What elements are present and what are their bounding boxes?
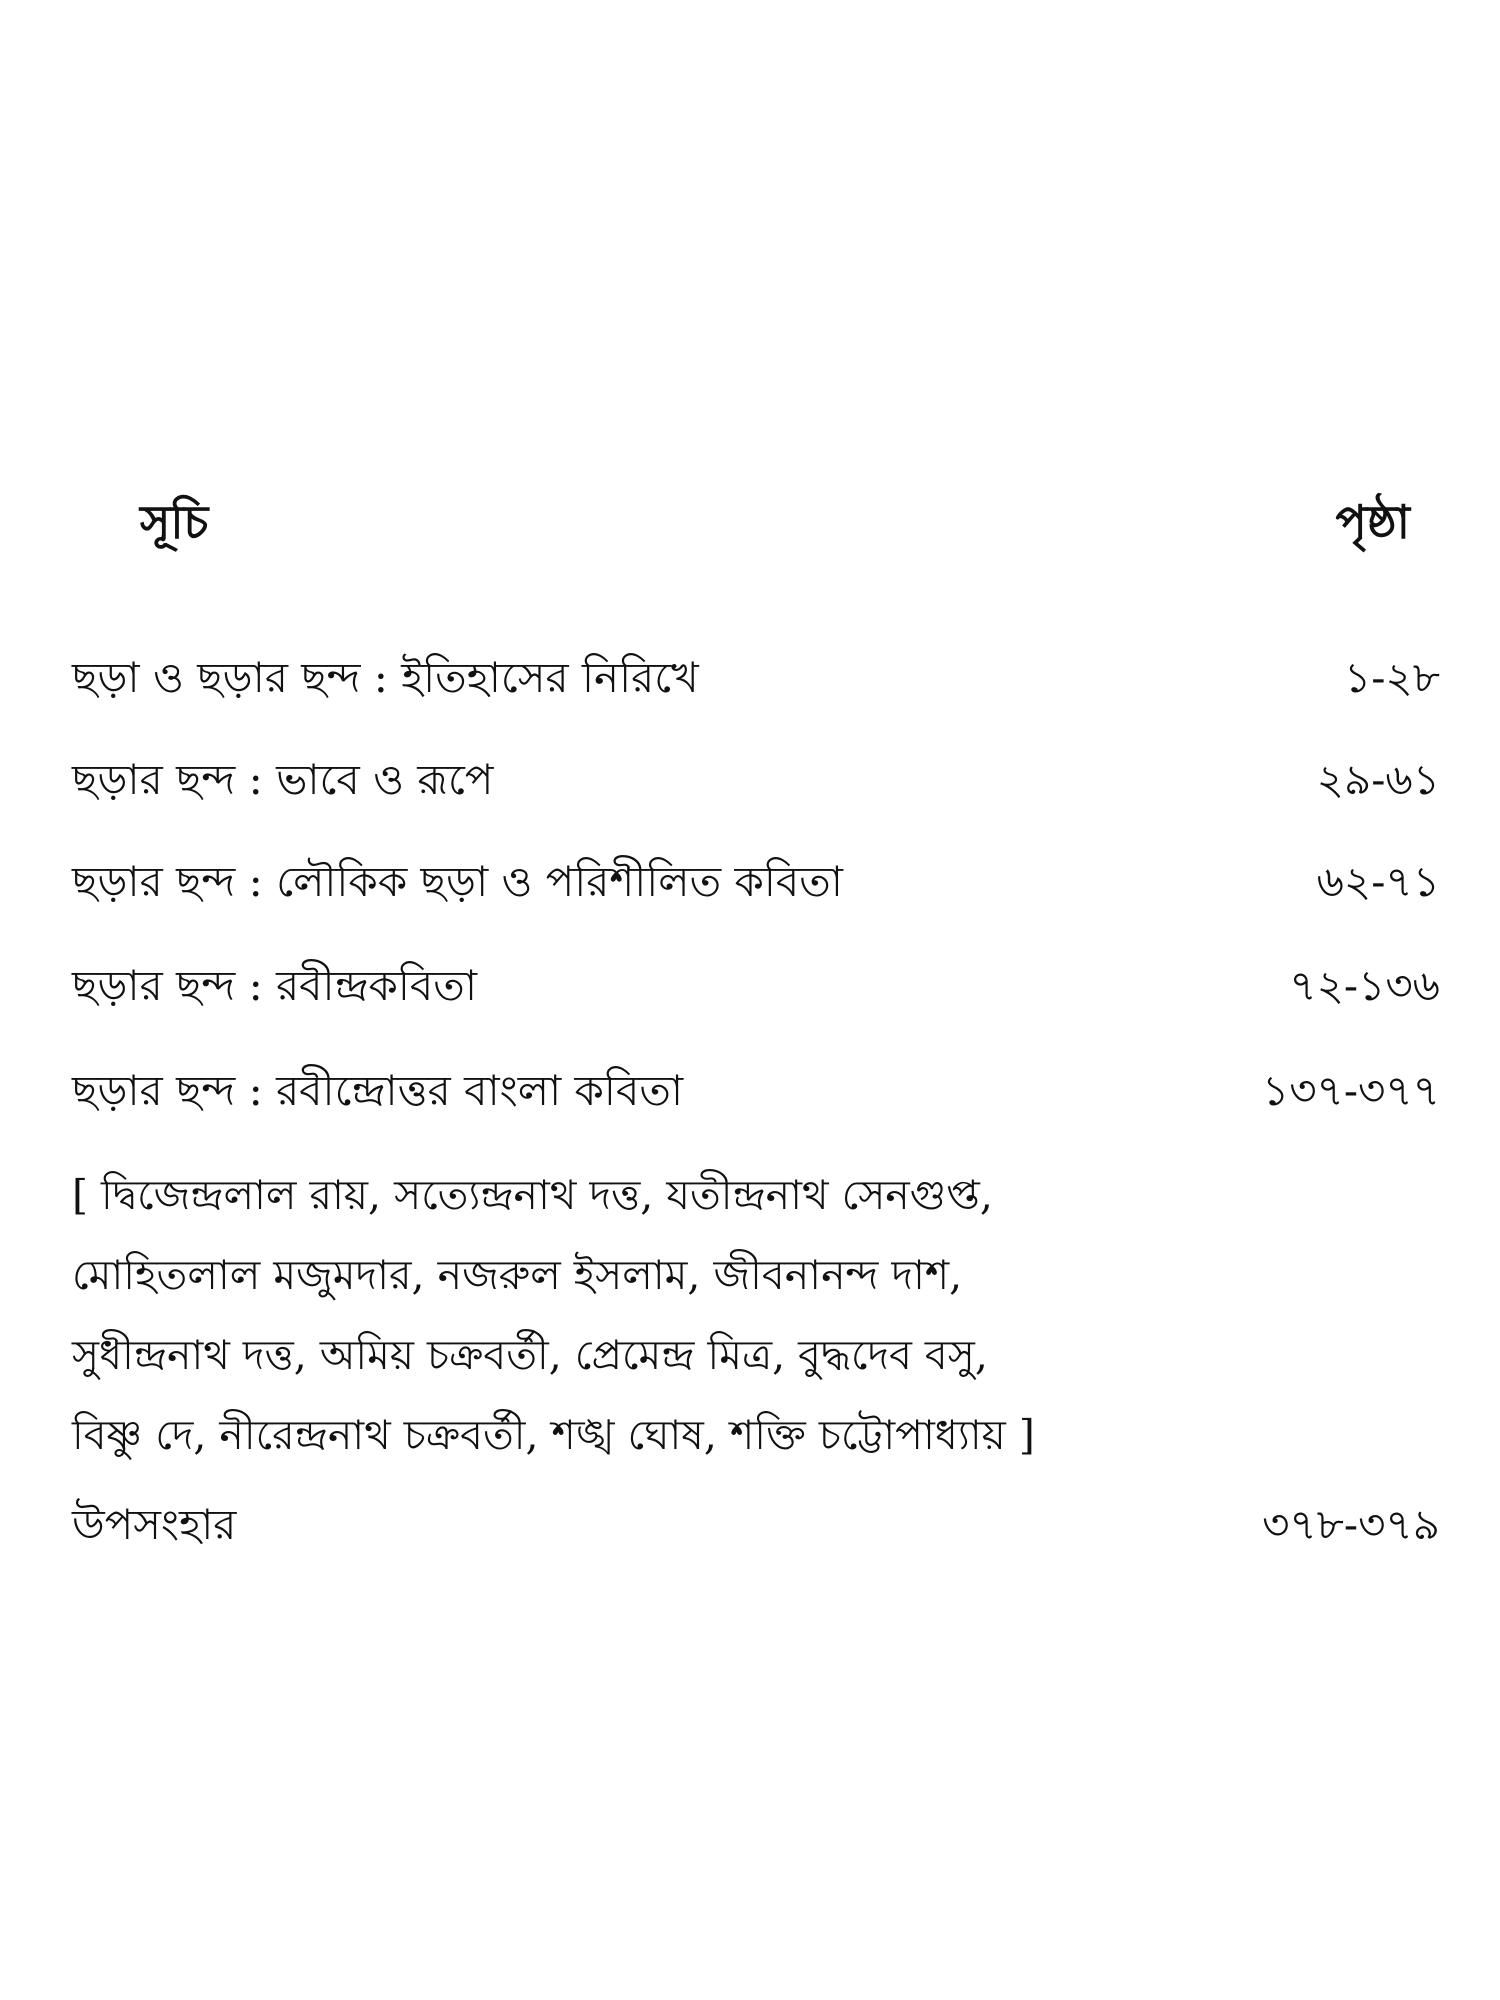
poets-note-line: বিষ্ণু দে, নীরেন্দ্রনাথ চক্রবর্তী, শঙ্খ ঘোষ, শক্তি চট্টোপাধ্যায় ] (72, 1411, 1035, 1459)
toc-entry-pages: ২৯-৬১ (1316, 755, 1440, 804)
page-column-heading: পৃষ্ঠা (1335, 495, 1410, 549)
toc-entry-pages: ৬২-৭১ (1316, 857, 1440, 906)
toc-entry-epilogue (72, 1492, 1440, 1562)
toc-entry-title: ছড়ার ছন্দ : রবীন্দ্রকবিতা (72, 961, 478, 1010)
epilogue-pages: ৩৭৮-৩৭৯ (1262, 1500, 1440, 1549)
toc-entry (72, 747, 1440, 817)
toc-entry-pages: ৭২-১৩৬ (1289, 961, 1440, 1010)
contents-heading: সূচি (140, 495, 209, 549)
poets-note-line: [ দ্বিজেন্দ্রলাল রায়, সত্যেন্দ্রনাথ দত্ত, যতীন্দ্রনাথ সেনগুপ্ত, (72, 1171, 993, 1219)
toc-entry-pages: ১-২৮ (1343, 653, 1440, 702)
toc-entry-title: ছড়া ও ছড়ার ছন্দ : ইতিহাসের নিরিখে (72, 653, 699, 702)
contents-heading-row (140, 488, 1410, 558)
toc-entry (72, 849, 1440, 919)
poets-note (72, 1155, 1272, 1475)
toc-entry (72, 953, 1440, 1023)
toc-entry-title: ছড়ার ছন্দ : ভাবে ও রূপে (72, 755, 494, 804)
toc-entry-pages: ১৩৭-৩৭৭ (1262, 1066, 1440, 1115)
toc-entry-title: ছড়ার ছন্দ : লৌকিক ছড়া ও পরিশীলিত কবিতা (72, 857, 843, 906)
toc-entry (72, 645, 1440, 715)
poets-note-line: মোহিতলাল মজুমদার, নজরুল ইসলাম, জীবনানন্দ দাশ, (72, 1251, 963, 1299)
poets-note-line: সুধীন্দ্রনাথ দত্ত, অমিয় চক্রবর্তী, প্রেমেন্দ্র মিত্র, বুদ্ধদেব বসু, (72, 1331, 988, 1379)
toc-entry (72, 1058, 1440, 1128)
epilogue-title: উপসংহার (72, 1500, 237, 1549)
toc-entry-title: ছড়ার ছন্দ : রবীন্দ্রোত্তর বাংলা কবিতা (72, 1066, 684, 1115)
